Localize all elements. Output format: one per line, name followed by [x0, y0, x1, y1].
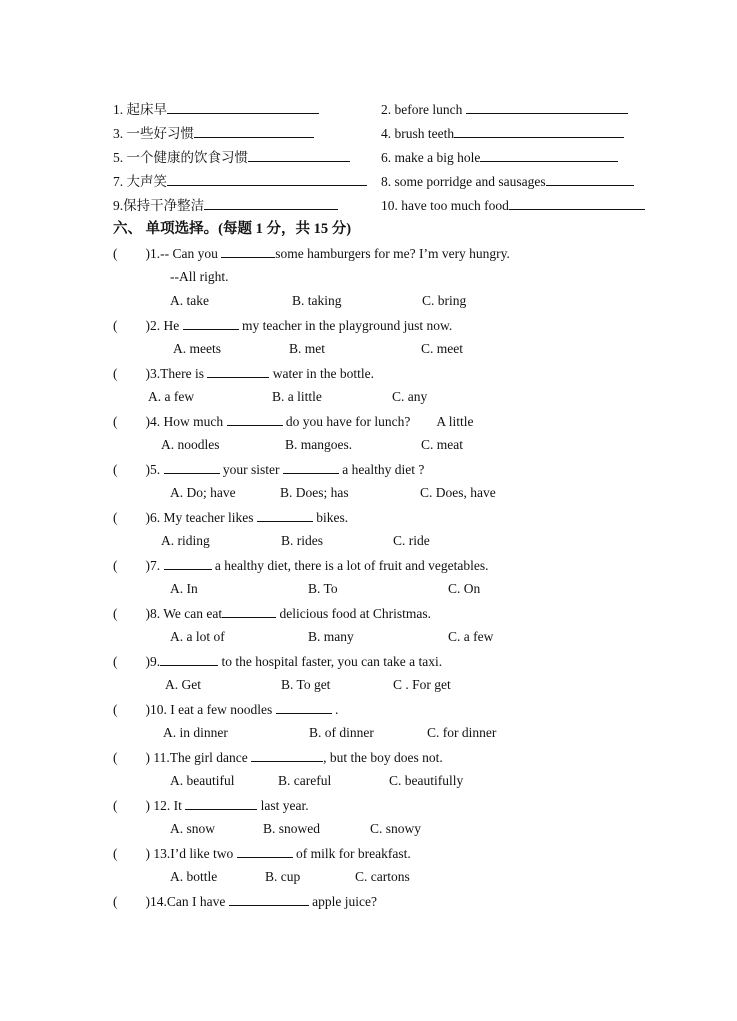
- answer-blank[interactable]: [194, 124, 314, 138]
- answer-blank[interactable]: [257, 508, 313, 522]
- paren-open: (: [113, 846, 118, 861]
- question-text: 10. I eat a few noodles: [150, 702, 276, 717]
- paren-close: ): [145, 798, 150, 813]
- vocab-row-5-cn: [113, 196, 338, 215]
- vocab-text: 8. some porridge and sausages: [381, 174, 546, 189]
- question-10-options: [163, 724, 496, 742]
- answer-blank[interactable]: [222, 604, 276, 618]
- paren-open: (: [113, 414, 118, 429]
- question-text: a healthy diet, there is a lot of fruit and vegetables.: [211, 558, 489, 573]
- vocab-text: 10. have too much food: [381, 198, 509, 213]
- paren-close: ): [145, 846, 150, 861]
- answer-hint: A little: [436, 414, 474, 429]
- question-text: 4. How much: [150, 414, 227, 429]
- question-13: [113, 844, 411, 863]
- question-text: 12. It: [150, 798, 186, 813]
- question-text: 11.The girl dance: [150, 750, 252, 765]
- vocab-text: 3. 一些好习惯: [113, 126, 194, 141]
- vocab-text: 6. make a big hole: [381, 150, 481, 165]
- answer-blank[interactable]: [237, 844, 293, 858]
- answer-blank[interactable]: [167, 172, 367, 186]
- question-4-options: [161, 436, 463, 454]
- option-b[interactable]: B. taking: [292, 293, 342, 308]
- question-13-options: [170, 868, 410, 886]
- paren-close: ): [145, 702, 150, 717]
- question-1-options: [170, 292, 466, 310]
- question-text: .: [331, 702, 339, 717]
- question-text: 13.I’d like two: [150, 846, 237, 861]
- answer-blank[interactable]: [183, 316, 239, 330]
- vocab-text: 7. 大声笑: [113, 174, 167, 189]
- question-text: of milk for breakfast.: [292, 846, 411, 861]
- question-text: 3.There is: [150, 366, 208, 381]
- paren-open: (: [113, 702, 118, 717]
- paren-close: ): [145, 318, 150, 333]
- question-1: [113, 244, 510, 263]
- option-c[interactable]: C. a few: [448, 629, 494, 644]
- vocab-text: 1. 起床早: [113, 102, 167, 117]
- option-a[interactable]: A. meets: [173, 341, 221, 356]
- question-12-options: [170, 820, 421, 838]
- vocab-text: 9.保持干净整洁: [113, 198, 205, 213]
- option-c[interactable]: C. any: [392, 389, 428, 404]
- question-text: bikes.: [312, 510, 349, 525]
- question-text: do you have for lunch?: [282, 414, 411, 429]
- answer-blank[interactable]: [221, 244, 275, 258]
- paren-open: (: [113, 462, 118, 477]
- question-text: a healthy diet ?: [338, 462, 425, 477]
- paren-open: (: [113, 606, 118, 621]
- question-text: 6. My teacher likes: [150, 510, 257, 525]
- question-3-options: [148, 388, 427, 406]
- option-c[interactable]: C. for dinner: [427, 725, 497, 740]
- option-a[interactable]: A. in dinner: [163, 725, 228, 740]
- option-a[interactable]: A. take: [170, 293, 209, 308]
- question-text: water in the bottle.: [269, 366, 374, 381]
- option-c[interactable]: C. snowy: [370, 821, 422, 836]
- question-11-options: [170, 772, 463, 790]
- option-b[interactable]: B. rides: [281, 533, 323, 548]
- option-b[interactable]: B. To: [308, 581, 338, 596]
- vocab-row-4-cn: [113, 172, 367, 191]
- question-2-options: [173, 340, 463, 358]
- question-text: 1.-- Can you: [150, 246, 222, 261]
- question-text: some hamburgers for me? I’m very hungry.: [275, 246, 510, 261]
- paren-close: ): [145, 558, 150, 573]
- option-b[interactable]: B. of dinner: [309, 725, 374, 740]
- question-text: 8. We can eat: [150, 606, 223, 621]
- answer-blank[interactable]: [227, 412, 283, 426]
- paren-close: ): [145, 366, 150, 381]
- answer-blank[interactable]: [164, 460, 220, 474]
- vocab-row-2-en: [381, 124, 624, 143]
- question-text: delicious food at Christmas.: [276, 606, 431, 621]
- question-text: 7.: [150, 558, 164, 573]
- question-4: [113, 412, 473, 431]
- question-text: 9.: [150, 654, 161, 669]
- paren-close: ): [145, 414, 150, 429]
- option-b[interactable]: B. careful: [278, 773, 332, 788]
- vocab-row-4-en: [381, 172, 634, 191]
- option-a[interactable]: A. a few: [148, 389, 195, 404]
- paren-open: (: [113, 798, 118, 813]
- option-a[interactable]: A. Do; have: [170, 485, 236, 500]
- question-12: [113, 796, 309, 815]
- paren-open: (: [113, 654, 118, 669]
- option-a[interactable]: A. beautiful: [170, 773, 235, 788]
- option-c[interactable]: C. meat: [421, 437, 463, 452]
- question-3: [113, 364, 374, 383]
- option-b[interactable]: B. cup: [265, 869, 301, 884]
- option-c[interactable]: C . For get: [393, 677, 451, 692]
- option-a[interactable]: A. In: [170, 581, 198, 596]
- option-b[interactable]: B. To get: [281, 677, 331, 692]
- answer-blank[interactable]: [248, 148, 350, 162]
- paren-open: (: [113, 366, 118, 381]
- paren-open: (: [113, 246, 118, 261]
- question-5-options: [170, 484, 496, 502]
- question-6-options: [161, 532, 430, 550]
- vocab-row-3-cn: [113, 148, 350, 167]
- option-c[interactable]: C. Does, have: [420, 485, 496, 500]
- option-a[interactable]: A. noodles: [161, 437, 220, 452]
- question-text: , but the boy does not.: [323, 750, 443, 765]
- answer-blank[interactable]: [185, 796, 257, 810]
- question-14: [113, 892, 377, 911]
- question-text: apple juice?: [308, 894, 377, 909]
- answer-blank[interactable]: [466, 100, 628, 114]
- answer-blank[interactable]: [229, 892, 309, 906]
- vocab-row-5-en: [381, 196, 645, 215]
- option-b[interactable]: B. a little: [272, 389, 322, 404]
- question-8: [113, 604, 431, 623]
- option-c[interactable]: C. meet: [421, 341, 463, 356]
- answer-blank[interactable]: [251, 748, 323, 762]
- question-10: [113, 700, 338, 719]
- paren-open: (: [113, 318, 118, 333]
- paren-close: ): [145, 462, 150, 477]
- question-7-options: [170, 580, 480, 598]
- question-text: my teacher in the playground just now.: [238, 318, 453, 333]
- answer-blank[interactable]: [276, 700, 332, 714]
- paren-open: (: [113, 558, 118, 573]
- question-text: 5.: [150, 462, 164, 477]
- vocab-text: 4. brush teeth: [381, 126, 455, 141]
- vocab-text: 2. before lunch: [381, 102, 463, 117]
- answer-blank[interactable]: [204, 196, 338, 210]
- option-b[interactable]: B. many: [308, 629, 354, 644]
- vocab-row-1-en: [381, 100, 628, 119]
- question-1-reply: --All right.: [170, 269, 229, 284]
- paren-open: (: [113, 750, 118, 765]
- question-text: last year.: [257, 798, 309, 813]
- option-a[interactable]: A. Get: [165, 677, 201, 692]
- answer-blank[interactable]: [546, 172, 634, 186]
- option-a[interactable]: A. riding: [161, 533, 210, 548]
- question-text: to the hospital faster, you can take a taxi.: [218, 654, 443, 669]
- question-text: 2. He: [150, 318, 183, 333]
- option-b[interactable]: B. Does; has: [280, 485, 349, 500]
- paren-close: ): [145, 510, 150, 525]
- paren-close: ): [145, 606, 150, 621]
- answer-blank[interactable]: [283, 460, 339, 474]
- answer-blank[interactable]: [480, 148, 618, 162]
- paren-close: ): [145, 246, 150, 261]
- option-c[interactable]: C. On: [448, 581, 481, 596]
- answer-blank[interactable]: [167, 100, 319, 114]
- option-b[interactable]: B. snowed: [263, 821, 320, 836]
- vocab-row-1-cn: [113, 100, 319, 119]
- vocab-row-3-en: [381, 148, 618, 167]
- option-c[interactable]: C. bring: [422, 293, 467, 308]
- question-5: [113, 460, 424, 479]
- question-text: 14.Can I have: [150, 894, 229, 909]
- option-c[interactable]: C. cartons: [355, 869, 410, 884]
- option-b[interactable]: B. met: [289, 341, 325, 356]
- answer-blank[interactable]: [454, 124, 624, 138]
- question-8-options: [170, 628, 493, 646]
- question-9-options: [165, 676, 451, 694]
- option-a[interactable]: A. a lot of: [170, 629, 225, 644]
- question-2: [113, 316, 452, 335]
- section-heading: 六、 单项选择。(每题 1 分，共 15 分): [113, 221, 352, 237]
- question-6: [113, 508, 348, 527]
- answer-blank[interactable]: [164, 556, 212, 570]
- paren-close: ): [145, 654, 150, 669]
- question-text: your sister: [219, 462, 283, 477]
- vocab-row-2-cn: [113, 124, 314, 143]
- paren-open: (: [113, 510, 118, 525]
- paren-close: ): [145, 894, 150, 909]
- option-a[interactable]: A. snow: [170, 821, 216, 836]
- question-11: [113, 748, 443, 767]
- paren-open: (: [113, 894, 118, 909]
- answer-blank[interactable]: [509, 196, 645, 210]
- option-b[interactable]: B. mangoes.: [285, 437, 353, 452]
- vocab-text: 5. 一个健康的饮食习惯: [113, 150, 248, 165]
- question-9: [113, 652, 442, 671]
- question-7: [113, 556, 489, 575]
- answer-blank[interactable]: [160, 652, 218, 666]
- paren-close: ): [145, 750, 150, 765]
- answer-blank[interactable]: [207, 364, 269, 378]
- option-c[interactable]: C. beautifully: [389, 773, 464, 788]
- option-a[interactable]: A. bottle: [170, 869, 218, 884]
- option-c[interactable]: C. ride: [393, 533, 430, 548]
